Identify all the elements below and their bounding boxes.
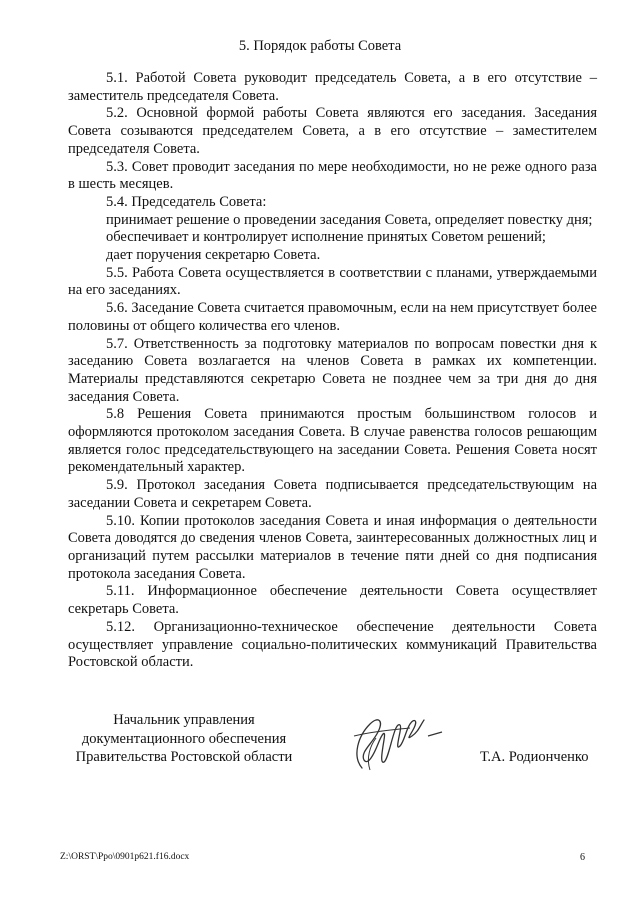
paragraph-5-6: 5.6. Заседание Совета считается правомочным, если на нем присутствует более половины от общего количества его членов. (68, 300, 597, 334)
document-body (68, 70, 597, 672)
page-number: 6 (580, 852, 585, 863)
section-title: 5. Порядок работы Совета (238, 38, 402, 54)
signatory-position-line-2: документационного обеспечения (81, 730, 287, 747)
paragraph-5-4-item-1: принимает решение о проведении заседания Совета, определяет повестку дня; (106, 211, 593, 228)
paragraph-5-9: 5.9. Протокол заседания Совета подписывается председательствующим на заседании Совета и секретарем Совета. (68, 477, 597, 511)
paragraph-5-4-item-2: обеспечивает и контролирует исполнение принятых Советом решений; (106, 229, 546, 246)
paragraph-5-4-item-3: дает поручения секретарю Совета. (106, 247, 321, 264)
paragraph-5-3: 5.3. Совет проводит заседания по мере необходимости, но не реже одного раза в шесть месяцев. (68, 158, 597, 193)
paragraph-5-10: 5.10. Копии протоколов заседания Совета и иная информация о деятельности Совета доводятся до сведения членов Совета, заинтересованных должностных лиц и организаций путем рассылки материалов в течение пяти дней со дня подписания протокола заседания Совета. (68, 512, 597, 582)
paragraph-5-2: 5.2. Основной формой работы Совета являются его заседания. Заседания Совета созываются председателем Совета, а в его отсутствие – заместителем председателя Совета. (68, 105, 597, 157)
paragraph-5-12: 5.12. Организационно-техническое обеспечение деятельности Совета осуществляет управление социально-политических коммуникаций Правительства Ростовской области. (68, 618, 597, 671)
paragraph-5-8: 5.8 Решения Совета принимаются простым большинством голосов и оформляются протоколом заседания Совета. В случае равенства голосов решающим является голос председательствующего на заседании Совета. Решения Совета носят рекомендательный характер. (68, 406, 597, 476)
paragraph-5-5: 5.5. Работа Совета осуществляется в соответствии с планами, утверждаемыми на его заседаниях. (68, 264, 597, 299)
paragraph-5-11: 5.11. Информационное обеспечение деятельности Совета осуществляет секретарь Совета. (68, 583, 597, 618)
paragraph-5-7: 5.7. Ответственность за подготовку материалов по вопросам повестки дня к заседанию Совета возлагается на членов Совета в рамках их компетенции. Материалы представляются секретарю Совета не позднее чем за три дня до дня заседания Совета. (68, 335, 597, 405)
footer-file-path: Z:\ORST\Ppo\0901p621.f16.docx (60, 852, 190, 862)
signatory-position (62, 711, 306, 767)
signatory-position-line-1: Начальник управления (113, 712, 255, 728)
paragraph-5-4: 5.4. Председатель Совета: (106, 193, 267, 210)
signatory-position-line-3: Правительства Ростовской области (75, 749, 293, 765)
handwritten-signature (340, 706, 460, 776)
signatory-name: Т.А. Родионченко (480, 749, 589, 765)
paragraph-5-1: 5.1. Работой Совета руководит председатель Совета, а в его отсутствие – заместитель председателя Совета. (68, 70, 597, 104)
